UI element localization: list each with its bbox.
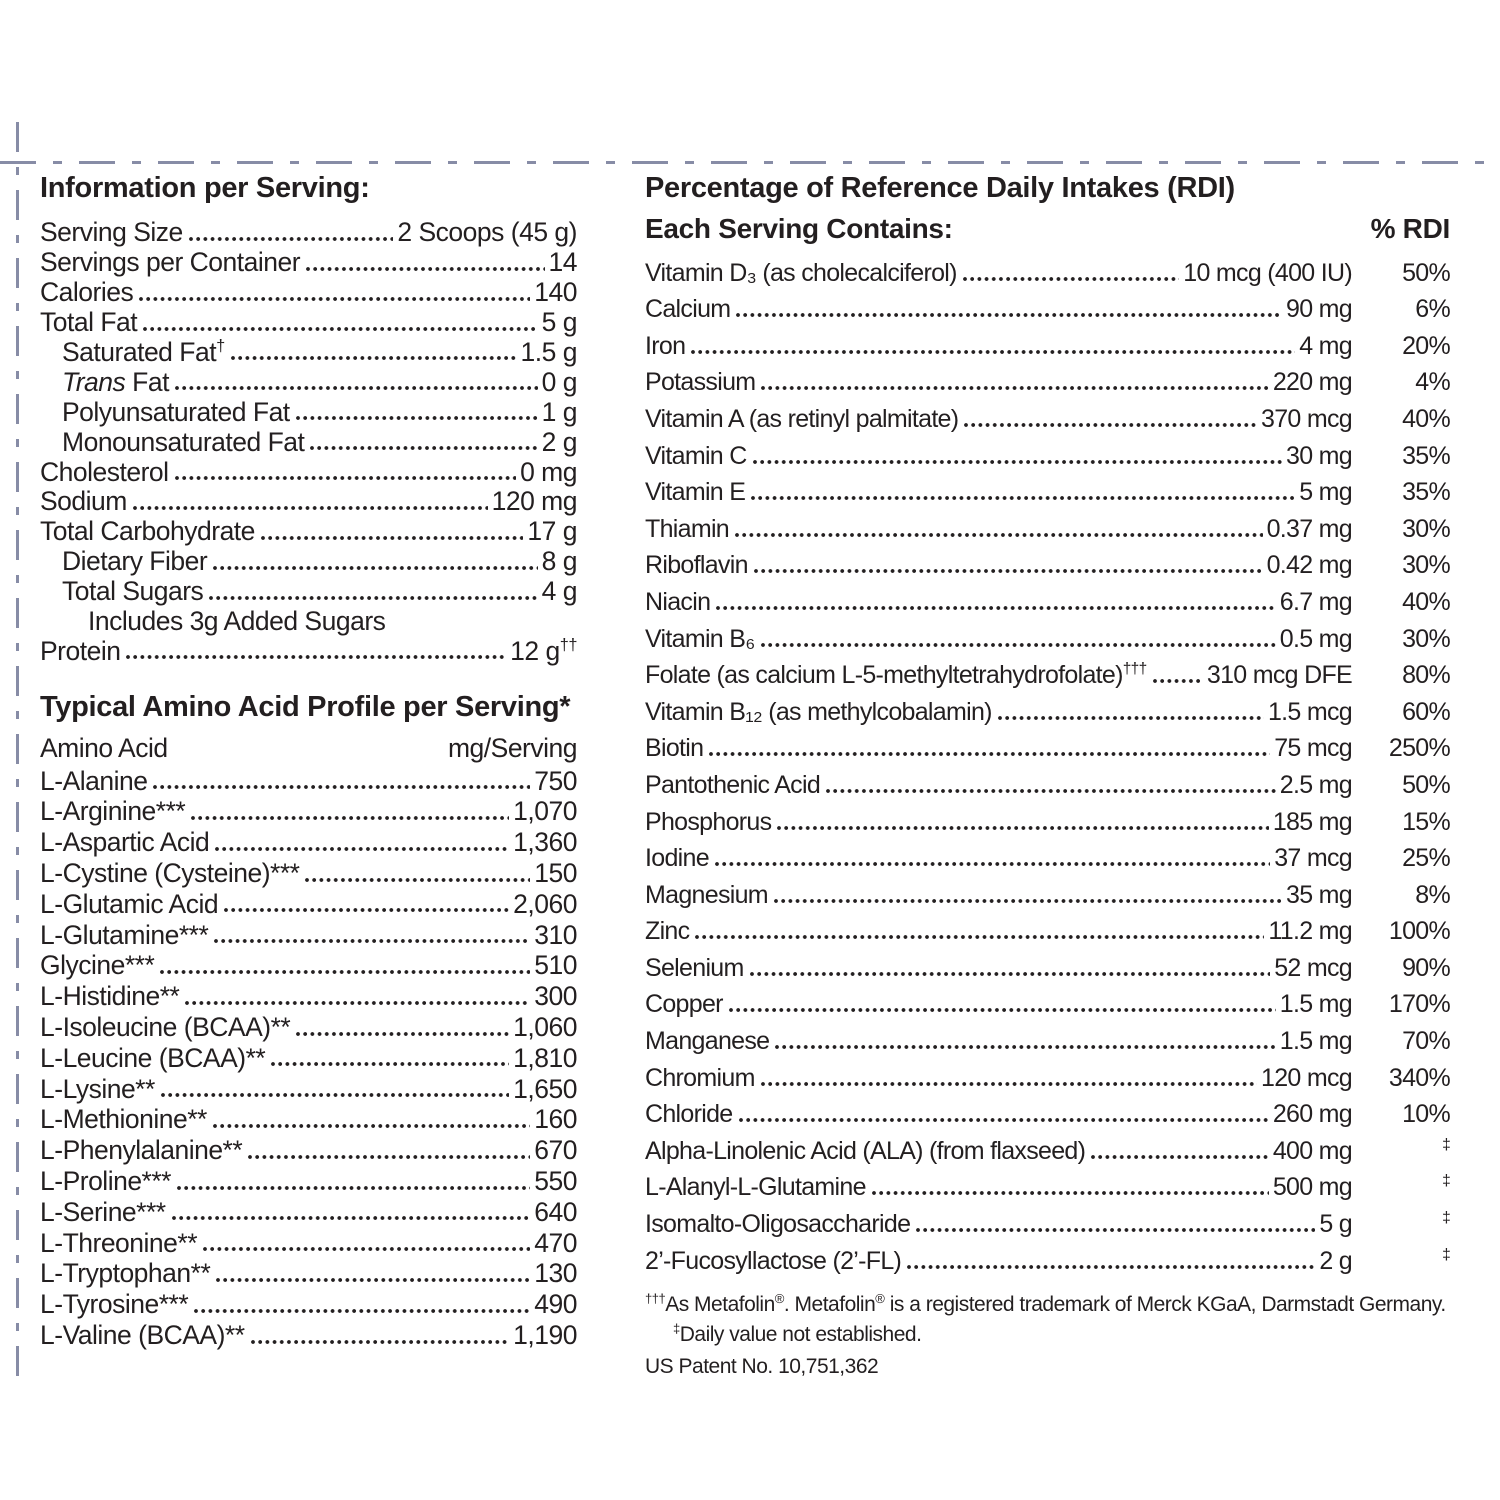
row-label: Total Fat [40, 307, 138, 338]
row-label: Thiamin [645, 514, 730, 543]
row-value: 5 g [541, 307, 577, 338]
row-rdi-percent: 4% [1415, 368, 1450, 397]
row-value: 310 [534, 919, 577, 950]
nutrition-row [40, 545, 577, 575]
row-value: 8 g [541, 546, 577, 577]
row-rdi-percent: 70% [1402, 1027, 1450, 1056]
amino-row [40, 1195, 577, 1226]
nutrition-row [40, 634, 577, 664]
rdi-row [645, 688, 1450, 725]
dotted-leader [1153, 676, 1203, 686]
row-label: Phosphorus [645, 807, 772, 836]
dotted-leader [709, 749, 1270, 759]
rdi-row [645, 798, 1450, 835]
row-value: 490 [534, 1289, 577, 1320]
row-value: 1,810 [513, 1042, 577, 1073]
row-label: L-Arginine*** [40, 796, 186, 827]
dotted-leader [133, 503, 488, 513]
row-label: Selenium [645, 953, 744, 982]
row-amount: 310 mcg DFE [1206, 661, 1352, 690]
dotted-leader [216, 1275, 530, 1285]
rdi-row [645, 505, 1450, 542]
row-value: 1,360 [513, 827, 577, 858]
row-label: Vitamin C [645, 441, 747, 470]
dotted-leader [774, 896, 1282, 906]
amino-row [40, 979, 577, 1010]
rdi-column-header [645, 212, 1450, 246]
amino-row [40, 1010, 577, 1041]
nutrition-row [40, 395, 577, 425]
amino-column-header [40, 733, 577, 763]
row-label: Chromium [645, 1063, 755, 1092]
row-amount: 4 mg [1299, 331, 1352, 360]
row-rdi-percent: 250% [1388, 734, 1450, 763]
dotted-leader [964, 420, 1257, 430]
row-label: Vitamin A (as retinyl palmitate) [645, 404, 959, 433]
row-label: Magnesium [645, 880, 768, 909]
dotted-leader [775, 1042, 1275, 1052]
row-value: 1.5 g [520, 336, 577, 367]
row-amount: 90 mg [1286, 295, 1352, 324]
dotted-leader [177, 1183, 530, 1193]
rdi-row [645, 1164, 1450, 1201]
row-label: Manganese [645, 1027, 770, 1056]
footnote: †††As Metafolin®. Metafolin® is a registered trademark of Merck KGaA, Darmstadt Germany. [645, 1290, 1446, 1316]
percent-rdi-header: % RDI [1370, 213, 1450, 244]
row-label: Copper [645, 990, 723, 1019]
dotted-leader [248, 1152, 530, 1162]
dotted-leader [191, 813, 509, 823]
row-label: Riboflavin [645, 551, 748, 580]
dotted-leader [215, 844, 509, 854]
row-rdi-percent: 50% [1402, 258, 1450, 287]
nutrition-row [40, 605, 577, 635]
nutrition-row [40, 216, 577, 246]
amino-panel-title: Typical Amino Acid Profile per Serving* [40, 691, 571, 724]
row-value: 150 [534, 858, 577, 889]
amino-row [40, 1164, 577, 1195]
row-amount: 2 g [1319, 1246, 1352, 1275]
row-label: Total Carbohydrate [40, 516, 255, 547]
dotted-leader [194, 1306, 530, 1316]
row-rdi-percent: ‡ [1442, 1136, 1450, 1154]
dotted-leader [826, 786, 1276, 796]
row-value: 750 [534, 765, 577, 796]
row-label: L-Methionine** [40, 1104, 207, 1135]
nutrition-row [40, 336, 577, 366]
row-value: 1 g [541, 396, 577, 427]
row-value: 470 [534, 1227, 577, 1258]
dotted-leader [139, 294, 530, 304]
row-amount: 185 mg [1272, 807, 1352, 836]
row-rdi-percent: 30% [1402, 624, 1450, 653]
dotted-leader [739, 1115, 1269, 1125]
row-rdi-percent: 40% [1402, 404, 1450, 433]
row-amount: 220 mg [1272, 368, 1352, 397]
rdi-row [645, 944, 1450, 981]
row-value: 640 [534, 1196, 577, 1227]
row-value: 12 g†† [510, 635, 577, 666]
dotted-leader [750, 969, 1271, 979]
row-amount: 30 mg [1286, 441, 1352, 470]
dotted-leader [189, 234, 394, 244]
row-label: Vitamin E [645, 478, 746, 507]
row-label: Calcium [645, 295, 731, 324]
amino-col-value: mg/Serving [447, 733, 577, 764]
dotted-leader [296, 413, 538, 423]
amino-row [40, 825, 577, 856]
left-column [40, 172, 577, 1349]
row-value: 17 g [527, 516, 577, 547]
row-label: Potassium [645, 368, 756, 397]
dotted-leader [761, 640, 1276, 650]
row-amount: 35 mg [1286, 880, 1352, 909]
dotted-leader [175, 383, 538, 393]
row-rdi-percent: 6% [1415, 295, 1450, 324]
dotted-leader [715, 859, 1270, 869]
row-amount: 1.5 mg [1279, 990, 1352, 1019]
rdi-row [645, 835, 1450, 872]
row-label: Vitamin D₃ (as cholecalciferol) [645, 258, 957, 287]
row-label: Protein [40, 635, 121, 666]
nutrition-row [40, 575, 577, 605]
row-label: Includes 3g Added Sugars [88, 605, 386, 636]
dotted-leader [214, 936, 530, 946]
dotted-leader [735, 530, 1263, 540]
row-label: Monounsaturated Fat [62, 426, 305, 457]
row-label: Cholesterol [40, 456, 169, 487]
amino-row [40, 794, 577, 825]
rdi-row [645, 322, 1450, 359]
dotted-leader [126, 652, 506, 662]
dotted-leader [153, 782, 530, 792]
row-label: L-Valine (BCAA)** [40, 1320, 245, 1350]
row-label: L-Alanine [40, 765, 148, 796]
row-label: Saturated Fat† [62, 336, 225, 367]
row-value: 130 [534, 1258, 577, 1289]
row-amount: 6.7 mg [1279, 587, 1352, 616]
dotted-leader [160, 967, 530, 977]
row-value: 300 [534, 981, 577, 1012]
dotted-leader [251, 1337, 510, 1347]
dotted-leader [998, 713, 1264, 723]
row-label: L-Phenylalanine** [40, 1135, 243, 1166]
row-label: Iron [645, 331, 686, 360]
dotted-leader [213, 1121, 530, 1131]
row-label: Folate (as calcium L-5-methyltetrahydrofolate)††† [645, 660, 1147, 690]
nutrition-row [40, 365, 577, 395]
row-label: Vitamin B₁₂ (as methylcobalamin) [645, 697, 992, 726]
row-amount: 1.5 mg [1279, 1027, 1352, 1056]
dotted-leader [175, 473, 517, 483]
rdi-row [645, 871, 1450, 908]
dotted-leader [143, 324, 538, 334]
row-rdi-percent: 30% [1402, 551, 1450, 580]
nutrition-row [40, 455, 577, 485]
rdi-row [645, 981, 1450, 1018]
nutrition-panel-title: Information per Serving: [40, 172, 370, 204]
row-value: 1,650 [513, 1073, 577, 1104]
rdi-row [645, 1237, 1450, 1274]
row-value: 4 g [541, 576, 577, 607]
row-rdi-percent: 35% [1402, 478, 1450, 507]
row-value: 120 mg [491, 486, 577, 517]
amino-row [40, 948, 577, 979]
dotted-leader [736, 310, 1282, 320]
dotted-leader [305, 875, 530, 885]
dotted-leader [261, 533, 524, 543]
row-label: Pantothenic Acid [645, 770, 821, 799]
nutrition-panel [40, 216, 577, 664]
row-rdi-percent: 30% [1402, 514, 1450, 543]
rdi-row [645, 359, 1450, 396]
row-label: Polyunsaturated Fat [62, 396, 290, 427]
dotted-leader [161, 1090, 509, 1100]
amino-col-label: Amino Acid [40, 733, 168, 764]
row-label: L-Serine*** [40, 1196, 166, 1227]
row-rdi-percent: 15% [1402, 807, 1450, 836]
row-rdi-percent: 20% [1402, 331, 1450, 360]
rdi-row [645, 432, 1450, 469]
dotted-leader [224, 905, 509, 915]
row-label: L-Lysine** [40, 1073, 155, 1104]
row-value: 510 [534, 950, 577, 981]
dotted-leader [231, 353, 517, 363]
row-rdi-percent: 35% [1402, 441, 1450, 470]
row-rdi-percent: 80% [1402, 661, 1450, 690]
dotted-leader [963, 274, 1180, 284]
row-amount: 500 mg [1272, 1173, 1352, 1202]
amino-row [40, 1225, 577, 1256]
nutrition-row [40, 485, 577, 515]
row-rdi-percent: 25% [1402, 844, 1450, 873]
rdi-row [645, 395, 1450, 432]
dotted-leader [209, 593, 537, 603]
dotted-leader [761, 1079, 1257, 1089]
row-amount: 370 mcg [1261, 404, 1352, 433]
rdi-row [645, 908, 1450, 945]
dotted-leader [695, 932, 1264, 942]
rdi-row [645, 542, 1450, 579]
dotted-leader [1091, 1152, 1269, 1162]
row-label: Serving Size [40, 217, 183, 248]
nutrition-row [40, 425, 577, 455]
die-cut-dashed-line-vertical [16, 122, 19, 1390]
amino-row [40, 1287, 577, 1318]
amino-row [40, 1133, 577, 1164]
row-label: L-Tyrosine*** [40, 1289, 189, 1320]
rdi-panel-title: Percentage of Reference Daily Intakes (RDI) [645, 172, 1235, 204]
row-label: Calories [40, 277, 134, 308]
row-value: 2,060 [513, 888, 577, 919]
row-label: L-Threonine** [40, 1227, 198, 1258]
dotted-leader [753, 457, 1282, 467]
row-rdi-percent: 100% [1388, 917, 1450, 946]
rdi-row [645, 1200, 1450, 1237]
row-value: 1,070 [513, 796, 577, 827]
rdi-row [645, 469, 1450, 506]
row-value: 2 g [541, 426, 577, 457]
row-rdi-percent: 50% [1402, 770, 1450, 799]
row-amount: 37 mcg [1274, 844, 1352, 873]
amino-row [40, 917, 577, 948]
rdi-row [645, 761, 1450, 798]
nutrition-row [40, 276, 577, 306]
row-value: 140 [534, 277, 577, 308]
row-label: Servings per Container [40, 247, 301, 278]
dotted-leader [172, 1213, 531, 1223]
row-amount: 75 mcg [1274, 734, 1352, 763]
row-value: 0 g [541, 366, 577, 397]
row-label: L-Glutamic Acid [40, 888, 219, 919]
dotted-leader [271, 1059, 509, 1069]
dotted-leader [761, 383, 1268, 393]
row-label: Iodine [645, 844, 709, 873]
row-label: 2’-Fucosyllactose (2’-FL) [645, 1246, 902, 1275]
rdi-panel [645, 249, 1450, 1274]
dotted-leader [907, 1262, 1315, 1272]
row-rdi-percent: 90% [1402, 953, 1450, 982]
rdi-row [645, 1017, 1450, 1054]
dotted-leader [296, 1029, 509, 1039]
row-label: L-Tryptophan** [40, 1258, 211, 1289]
amino-row [40, 1102, 577, 1133]
row-rdi-percent: ‡ [1442, 1209, 1450, 1227]
dotted-leader [777, 823, 1268, 833]
row-label: Trans Fat [62, 366, 169, 397]
dotted-leader [916, 1225, 1315, 1235]
row-label: L-Isoleucine (BCAA)** [40, 1012, 291, 1043]
row-rdi-percent: 10% [1402, 1100, 1450, 1129]
row-label: Vitamin B₆ [645, 624, 755, 653]
dotted-leader [751, 493, 1295, 503]
rdi-row [645, 652, 1450, 689]
row-label: Glycine*** [40, 950, 155, 981]
row-value: 670 [534, 1135, 577, 1166]
row-label: L-Leucine (BCAA)** [40, 1042, 266, 1073]
row-label: L-Glutamine*** [40, 919, 209, 950]
amino-row [40, 1071, 577, 1102]
dotted-leader [310, 443, 537, 453]
nutrition-row [40, 306, 577, 336]
row-amount: 0.5 mg [1279, 624, 1352, 653]
row-amount: 120 mcg [1261, 1063, 1352, 1092]
rdi-row [645, 1091, 1450, 1128]
row-label: Alpha-Linolenic Acid (ALA) (from flaxseed) [645, 1136, 1086, 1165]
nutrition-row [40, 515, 577, 545]
row-amount: 2.5 mg [1279, 770, 1352, 799]
row-value: 0 mg [520, 456, 577, 487]
row-label: Niacin [645, 587, 711, 616]
row-value: 1,190 [513, 1320, 577, 1350]
dotted-leader [185, 998, 530, 1008]
row-label: L-Cystine (Cysteine)*** [40, 858, 300, 889]
row-value: 14 [548, 247, 577, 278]
amino-row [40, 1256, 577, 1287]
amino-row [40, 856, 577, 887]
footnote: US Patent No. 10,751,362 [645, 1354, 879, 1378]
amino-panel [40, 763, 577, 1348]
dotted-leader [203, 1244, 530, 1254]
dotted-leader [729, 1005, 1276, 1015]
row-amount: 11.2 mg [1268, 917, 1352, 946]
row-label: Total Sugars [62, 576, 204, 607]
row-rdi-percent: 40% [1402, 587, 1450, 616]
each-serving-contains-label: Each Serving Contains: [645, 213, 953, 244]
row-amount: 0.37 mg [1266, 514, 1352, 543]
rdi-row [645, 615, 1450, 652]
amino-row [40, 763, 577, 794]
row-label: Sodium [40, 486, 127, 517]
row-label: Zinc [645, 917, 690, 946]
rdi-row [645, 286, 1450, 323]
row-rdi-percent: 340% [1388, 1063, 1450, 1092]
row-label: L-Proline*** [40, 1166, 171, 1197]
row-value: 550 [534, 1166, 577, 1197]
dotted-leader [306, 264, 544, 274]
amino-row [40, 1318, 577, 1349]
rdi-row [645, 1127, 1450, 1164]
amino-row [40, 1041, 577, 1072]
row-label: Chloride [645, 1100, 733, 1129]
dotted-leader [754, 566, 1263, 576]
row-label: L-Alanyl-L-Glutamine [645, 1173, 866, 1202]
row-rdi-percent: ‡ [1442, 1173, 1450, 1191]
rdi-row [645, 725, 1450, 762]
row-value: 2 Scoops (45 g) [397, 217, 577, 248]
row-amount: 10 mcg (400 IU) [1183, 258, 1352, 287]
row-amount: 260 mg [1272, 1100, 1352, 1129]
row-label: Dietary Fiber [62, 546, 208, 577]
row-amount: 5 mg [1299, 478, 1352, 507]
row-amount: 400 mg [1272, 1136, 1352, 1165]
row-amount: 5 g [1319, 1210, 1352, 1239]
row-label: Isomalto-Oligosaccharide [645, 1210, 911, 1239]
rdi-row [645, 578, 1450, 615]
row-rdi-percent: 8% [1415, 880, 1450, 909]
nutrition-row [40, 246, 577, 276]
row-label: Biotin [645, 734, 704, 763]
row-label: L-Aspartic Acid [40, 827, 210, 858]
rdi-row [645, 1054, 1450, 1091]
footnotes [645, 1290, 1450, 1382]
dotted-leader [213, 563, 537, 573]
dotted-leader [716, 603, 1275, 613]
row-amount: 0.42 mg [1266, 551, 1352, 580]
row-value: 160 [534, 1104, 577, 1135]
amino-row [40, 887, 577, 918]
rdi-row [645, 249, 1450, 286]
row-rdi-percent: 60% [1402, 697, 1450, 726]
dotted-leader [691, 347, 1295, 357]
dotted-leader [872, 1188, 1269, 1198]
right-column [645, 172, 1450, 1382]
row-label: L-Histidine** [40, 981, 180, 1012]
row-amount: 1.5 mcg [1267, 697, 1352, 726]
row-amount: 52 mcg [1274, 953, 1352, 982]
footnote: ‡Daily value not established. [673, 1320, 922, 1346]
row-value: 1,060 [513, 1012, 577, 1043]
row-rdi-percent: 170% [1388, 990, 1450, 1019]
row-rdi-percent: ‡ [1442, 1246, 1450, 1264]
die-cut-dashed-line-horizontal [0, 161, 1500, 164]
